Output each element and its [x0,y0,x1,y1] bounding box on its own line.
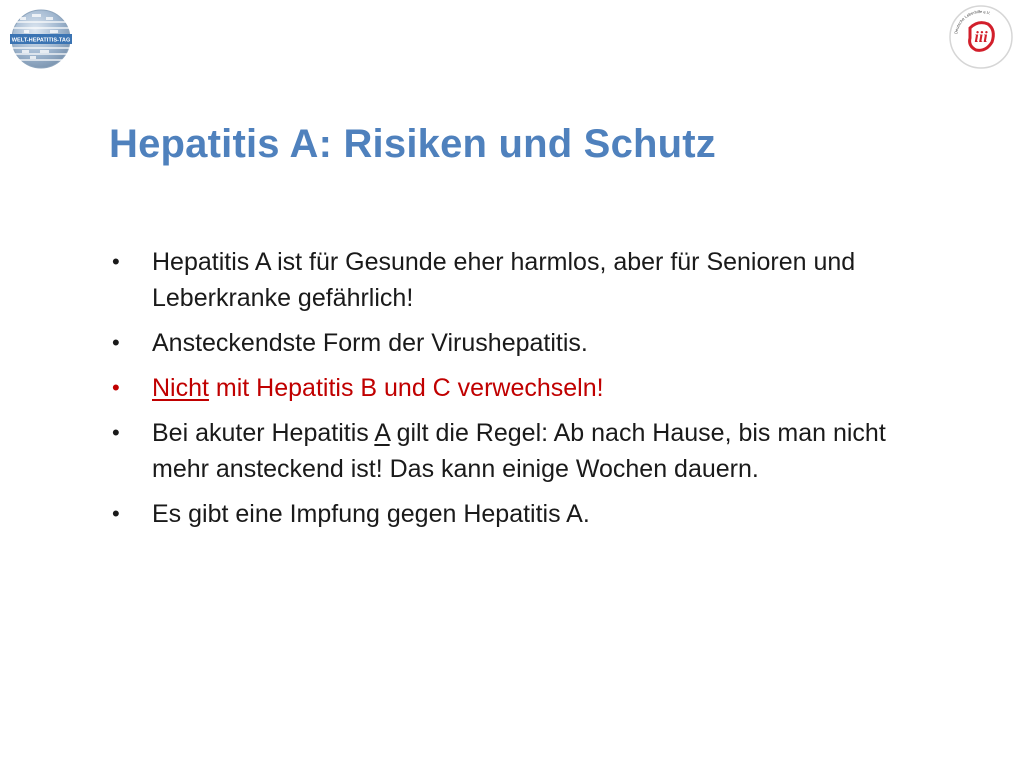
slide-title: Hepatitis A: Risiken und Schutz [109,122,717,166]
bullet-item [110,244,910,316]
bullet-underlined-word: A [374,419,390,447]
svg-text:WELT-HEPATITIS-TAG: WELT-HEPATITIS-TAG [11,37,71,44]
bullet-underlined-word: Nicht [152,374,209,402]
leberhilfe-logo [948,4,1014,70]
bullet-dot: • [112,420,120,445]
bullet-text: Hepatitis A ist für Gesunde eher harmlos, aber für Senioren und Leberkranke gefährlich! [152,248,856,312]
bullet-dot: • [112,249,120,274]
bullet-text: mit Hepatitis B und C verwechseln! [208,374,604,402]
bullet-item [110,496,910,532]
bullet-text: Bei akuter Hepatitis [152,419,375,447]
globe-icon [10,8,72,70]
bullet-item [110,415,910,487]
welt-hepatitis-tag-logo [10,8,72,70]
bullet-text: gilt die Regel: Ab nach Hause, bis man nicht mehr ansteckend ist! Das kann einige Wochen dauern. [152,419,886,483]
svg-text:iii: iii [974,29,988,46]
leberhilfe-seal-icon [948,4,1014,70]
bullet-item [110,325,910,361]
bullet-dot: • [112,330,120,355]
bullet-list [110,244,910,541]
svg-text:Deutsche Leberhilfe e.V.: Deutsche Leberhilfe e.V. [953,8,992,35]
bullet-text: Ansteckendste Form der Virushepatitis. [152,329,588,357]
bullet-dot: • [112,501,120,526]
bullet-item-warning [110,370,910,406]
bullet-text: Es gibt eine Impfung gegen Hepatitis A. [152,500,590,528]
bullet-dot: • [112,375,120,400]
